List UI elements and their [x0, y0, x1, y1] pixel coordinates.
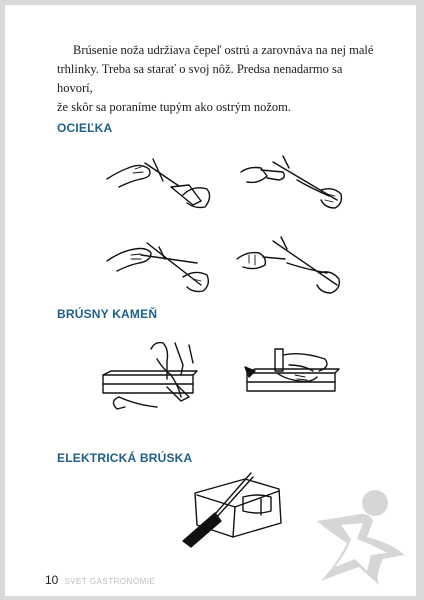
honing-steel-illustration-3	[101, 233, 219, 297]
whetstone-illustration-2	[241, 341, 351, 403]
honing-steel-illustration-1	[101, 147, 219, 211]
whetstone-illustration-1	[97, 335, 207, 417]
page-number: 10	[45, 573, 59, 587]
intro-line-2: trhlinky. Treba sa starať o svoj nôž. Predsa nenadarmo sa hovorí,	[57, 62, 343, 95]
intro-paragraph	[57, 41, 377, 117]
page-footer	[45, 571, 155, 589]
heading-ocielka: OCIEĽKA	[57, 121, 113, 135]
page	[5, 5, 416, 596]
honing-steel-illustration-2	[237, 150, 347, 212]
heading-brusny-kamen: BRÚSNY KAMEŇ	[57, 307, 158, 321]
intro-line-3: že skôr sa poraníme tupým ako ostrým nožom.	[57, 100, 291, 114]
honing-steel-illustration-4	[233, 233, 349, 299]
electric-sharpener-illustration	[175, 467, 293, 551]
publisher-logo	[311, 481, 411, 585]
publication-name: SVET GASTRONÓMIE	[64, 577, 156, 586]
intro-line-1: Brúsenie noža udržiava čepeľ ostrú a zarovnáva na nej malé	[73, 43, 374, 57]
heading-elektricka-bruska: ELEKTRICKÁ BRÚSKA	[57, 451, 193, 465]
